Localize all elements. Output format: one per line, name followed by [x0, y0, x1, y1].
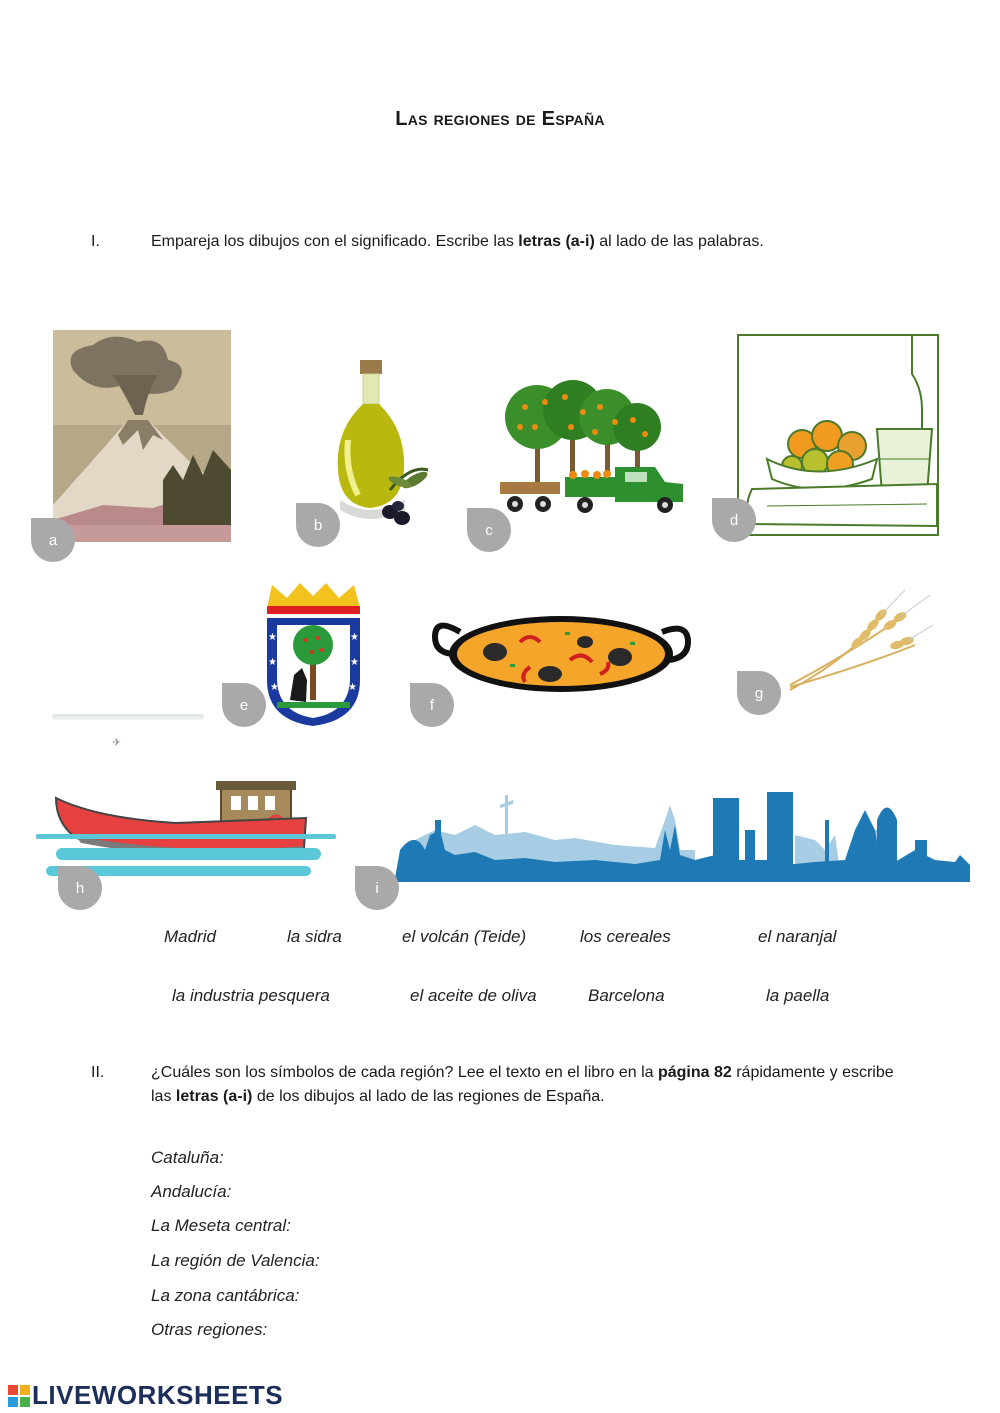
svg-text:★: ★: [268, 657, 277, 668]
svg-text:★: ★: [268, 632, 277, 643]
olive-oil-picture: [330, 360, 430, 528]
madrid-coat-of-arms-picture: [262, 580, 365, 728]
pin-h: h: [58, 866, 102, 910]
word-la-sidra: la sidra: [287, 927, 342, 946]
cider-apples-picture: [737, 334, 939, 536]
liveworksheets-logo[interactable]: [8, 1380, 283, 1411]
pin-f: f: [410, 683, 454, 727]
pin-b: b: [296, 503, 340, 547]
region-zona-cantabrica: La zona cantábrica:: [151, 1286, 300, 1305]
word-madrid: Madrid: [164, 927, 216, 946]
word-el-naranjal: el naranjal: [758, 927, 837, 946]
pin-g: g: [737, 671, 781, 715]
pin-c: c: [467, 508, 511, 552]
bird-icon: ✈: [112, 737, 122, 749]
section-1-number: I.: [91, 233, 100, 250]
paella-picture: [430, 612, 692, 698]
word-el-aceite-de-oliva: el aceite de oliva: [410, 986, 537, 1005]
region-meseta-central: La Meseta central:: [151, 1216, 291, 1235]
orange-grove-truck-picture: [495, 372, 685, 517]
region-cataluna: Cataluña:: [151, 1148, 224, 1167]
pin-e: e: [222, 683, 266, 727]
pin-d: d: [712, 498, 756, 542]
section-2-line-1: ¿Cuáles son los símbolos de cada región? Lee el texto en el libro en la página 82 rápidamente y escribe: [151, 1064, 894, 1081]
region-otras-regiones: Otras regiones:: [151, 1320, 268, 1339]
decorative-line: [52, 714, 204, 720]
region-andalucia: Andalucía:: [151, 1182, 232, 1201]
section-2-number: II.: [91, 1064, 105, 1081]
logo-text: LIVEWORKSHEETS: [32, 1380, 284, 1410]
word-barcelona: Barcelona: [588, 986, 665, 1005]
section-2-instruction: [151, 1061, 941, 1109]
section-1-instruction: Empareja los dibujos con el significado. Escribe las letras (a-i) al lado de las palabras.: [151, 233, 764, 250]
pin-a: a: [31, 518, 75, 562]
page-title: Las regiones de España: [395, 108, 605, 130]
svg-text:★: ★: [348, 682, 357, 693]
volcano-picture: [53, 330, 231, 542]
word-los-cereales: los cereales: [580, 927, 671, 946]
word-la-paella: la paella: [766, 986, 830, 1005]
svg-text:★: ★: [350, 632, 359, 643]
pin-i: i: [355, 866, 399, 910]
section-2-line-2: las letras (a-i) de los dibujos al lado de las regiones de España.: [151, 1088, 605, 1105]
word-el-volcan: el volcán (Teide): [402, 927, 527, 946]
svg-text:★: ★: [350, 657, 359, 668]
word-la-industria-pesquera: la industria pesquera: [172, 986, 330, 1005]
wheat-picture: [785, 585, 935, 695]
barcelona-skyline-picture: [395, 790, 970, 882]
region-valencia: La región de Valencia:: [151, 1251, 320, 1270]
logo-grid-icon: [8, 1385, 30, 1407]
svg-text:★: ★: [270, 682, 279, 693]
